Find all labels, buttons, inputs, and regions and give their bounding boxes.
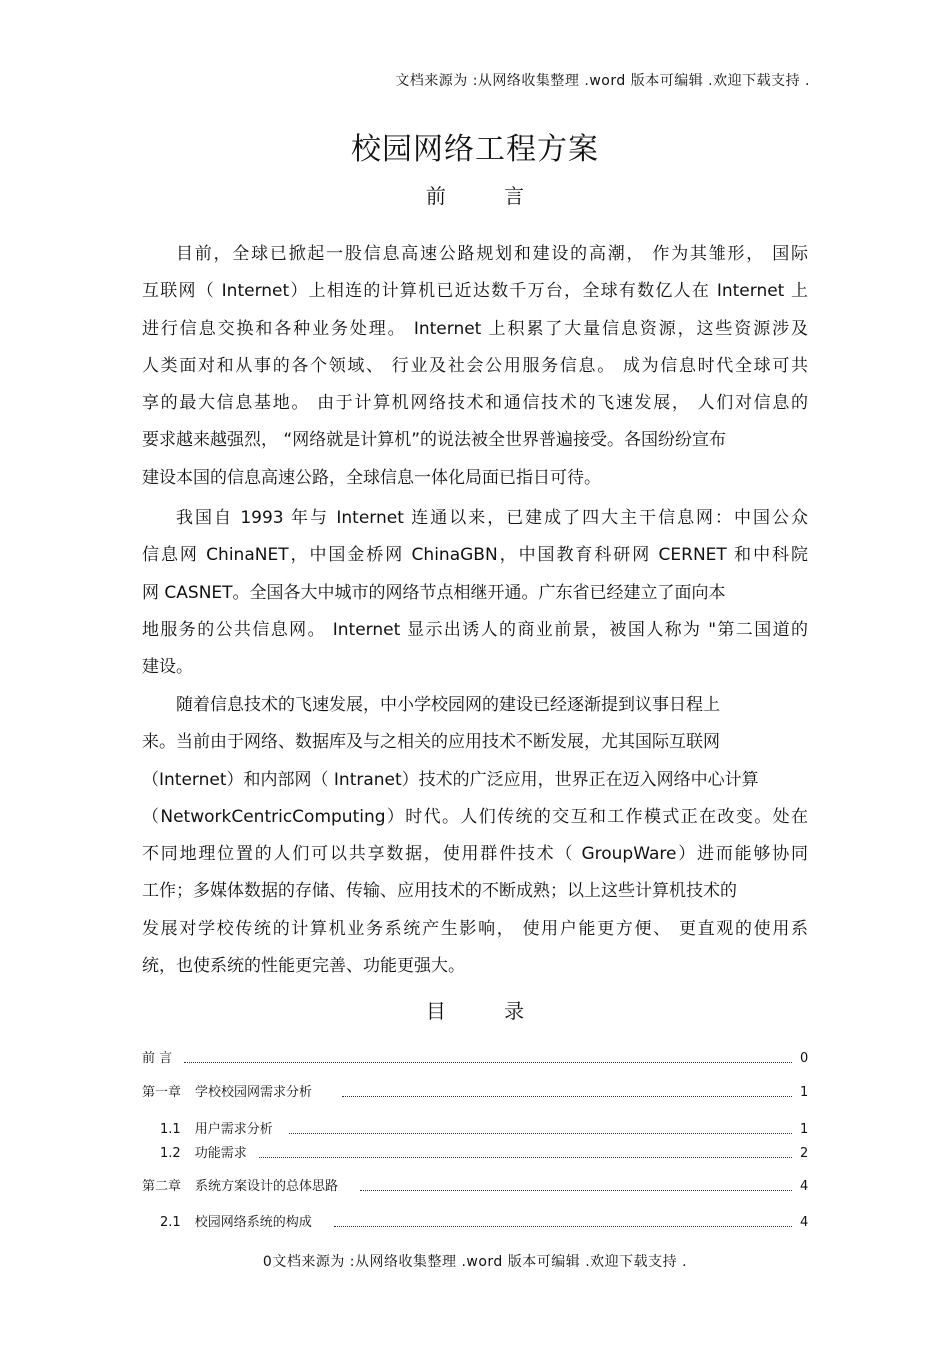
toc-entry-page: 4 — [800, 1179, 809, 1194]
toc-entry-number: 1.2 — [160, 1146, 181, 1161]
paragraph-line: 我国自 1993 年与 Internet 连通以来，已建成了四大主干信息网：中国公众 — [176, 508, 808, 528]
toc-entry-number: 第一章 — [142, 1085, 182, 1100]
toc-entry-chapter-1[interactable] — [142, 1081, 808, 1100]
document-title: 校园网络工程方案 — [351, 132, 599, 167]
toc-leader-dots — [360, 1189, 792, 1191]
paragraph-line: 目前，全球已掀起一股信息高速公路规划和建设的高潮， 作为其雏形， 国际 — [176, 244, 808, 264]
paragraph-line: （NetworkCentricComputing）时代。人们传统的交互和工作模式正在改变。处在 — [142, 806, 808, 827]
paragraph-line: 人类面对和从事的各个领域、 行业及社会公用服务信息。 成为信息时代全球可共 — [142, 355, 808, 376]
toc-entry-chapter-2[interactable] — [142, 1175, 808, 1194]
footer-page-number: 0 — [262, 1254, 273, 1270]
toc-entry-section-2-1[interactable] — [142, 1211, 808, 1230]
toc-entry-page: 0 — [800, 1051, 809, 1066]
paragraph-line: 互联网（ Internet）上相连的计算机已近达数千万台，全球有数亿人在 Internet 上 — [142, 281, 808, 302]
toc-leader-dots — [289, 1132, 792, 1134]
paragraph-line: 要求越来越强烈， “网络就是计算机”的说法被全世界普遍接受。各国纷纷宣布 — [142, 430, 727, 451]
toc-entry-label: 校园网络系统的构成 — [194, 1215, 312, 1230]
paragraph-line: 建设本国的信息高速公路，全球信息一体化局面已指日可待。 — [142, 467, 601, 488]
footer-source-note: 文档来源为 :从网络收集整理 .word 版本可编辑 .欢迎下载支持 . — [272, 1254, 688, 1270]
paragraph-line: 网 CASNET。全国各大中城市的网络节点相继开通。广东省已经建立了面向本 — [142, 582, 726, 603]
paragraph-line: 来。当前由于网络、数据库及与之相关的应用技术不断发展，尤其国际互联网 — [142, 732, 720, 753]
toc-entry-page: 1 — [800, 1085, 809, 1100]
toc-entry-number: 2.1 — [160, 1215, 181, 1230]
preface-paragraph-2 — [142, 500, 808, 686]
toc-entry-section-1-2[interactable] — [142, 1142, 808, 1161]
toc-heading: 目 录 — [425, 999, 551, 1023]
toc-entry-section-1-1[interactable] — [142, 1118, 808, 1137]
toc-entry-label: 学校校园网需求分析 — [195, 1085, 313, 1100]
paragraph-line: 地服务的公共信息网。 Internet 显示出诱人的商业前景，被国人称为 "第二国道的 — [142, 619, 809, 640]
toc-entry-label: 系统方案设计的总体思路 — [195, 1179, 339, 1194]
toc-leader-dots — [184, 1061, 792, 1063]
toc-leader-dots — [334, 1225, 792, 1227]
paragraph-line: 统，也使系统的性能更完善、功能更强大。 — [142, 956, 465, 977]
toc-entry-preface[interactable] — [142, 1047, 808, 1066]
toc-leader-dots — [342, 1095, 792, 1097]
paragraph-line: 工作；多媒体数据的存储、传输、应用技术的不断成熟；以上这些计算机技术的 — [142, 881, 737, 902]
toc-entry-label: 前 言 — [142, 1051, 173, 1066]
toc-leader-dots — [259, 1156, 792, 1158]
paragraph-line: 发展对学校传统的计算机业务系统产生影响， 使用户能更方便、 更直观的使用系 — [142, 918, 808, 939]
page-footer — [0, 1251, 950, 1271]
paragraph-line: （Internet）和内部网（ Intranet）技术的广泛应用，世界正在迈入网络中心计算 — [142, 769, 759, 790]
toc-entry-page: 2 — [800, 1146, 809, 1161]
toc-entry-number: 1.1 — [160, 1122, 181, 1137]
preface-heading: 前 言 — [425, 184, 551, 208]
paragraph-line: 不同地理位置的人们可以共享数据，使用群件技术（ GroupWare）进而能够协同 — [142, 844, 808, 865]
toc-entry-number: 第二章 — [142, 1179, 182, 1194]
paragraph-line: 信息网 ChinaNET，中国金桥网 ChinaGBN，中国教育科研网 CERNET 和中科院 — [142, 545, 808, 566]
page-header-source-note: 文档来源为 :从网络收集整理 .word 版本可编辑 .欢迎下载支持 . — [395, 73, 810, 89]
preface-paragraph-1 — [142, 236, 808, 497]
toc-entry-label: 功能需求 — [194, 1146, 247, 1161]
paragraph-line: 享的最大信息基地。 由于计算机网络技术和通信技术的飞速发展， 人们对信息的 — [142, 393, 808, 414]
toc-entry-page: 1 — [800, 1122, 809, 1137]
toc-entry-label: 用户需求分析 — [194, 1122, 273, 1137]
preface-paragraph-3 — [142, 687, 808, 985]
paragraph-line: 随着信息技术的飞速发展，中小学校园网的建设已经逐渐提到议事日程上 — [176, 695, 720, 715]
paragraph-line: 进行信息交换和各种业务处理。 Internet 上积累了大量信息资源，这些资源涉及 — [142, 318, 808, 339]
paragraph-line: 建设。 — [142, 657, 193, 678]
toc-entry-page: 4 — [800, 1215, 809, 1230]
